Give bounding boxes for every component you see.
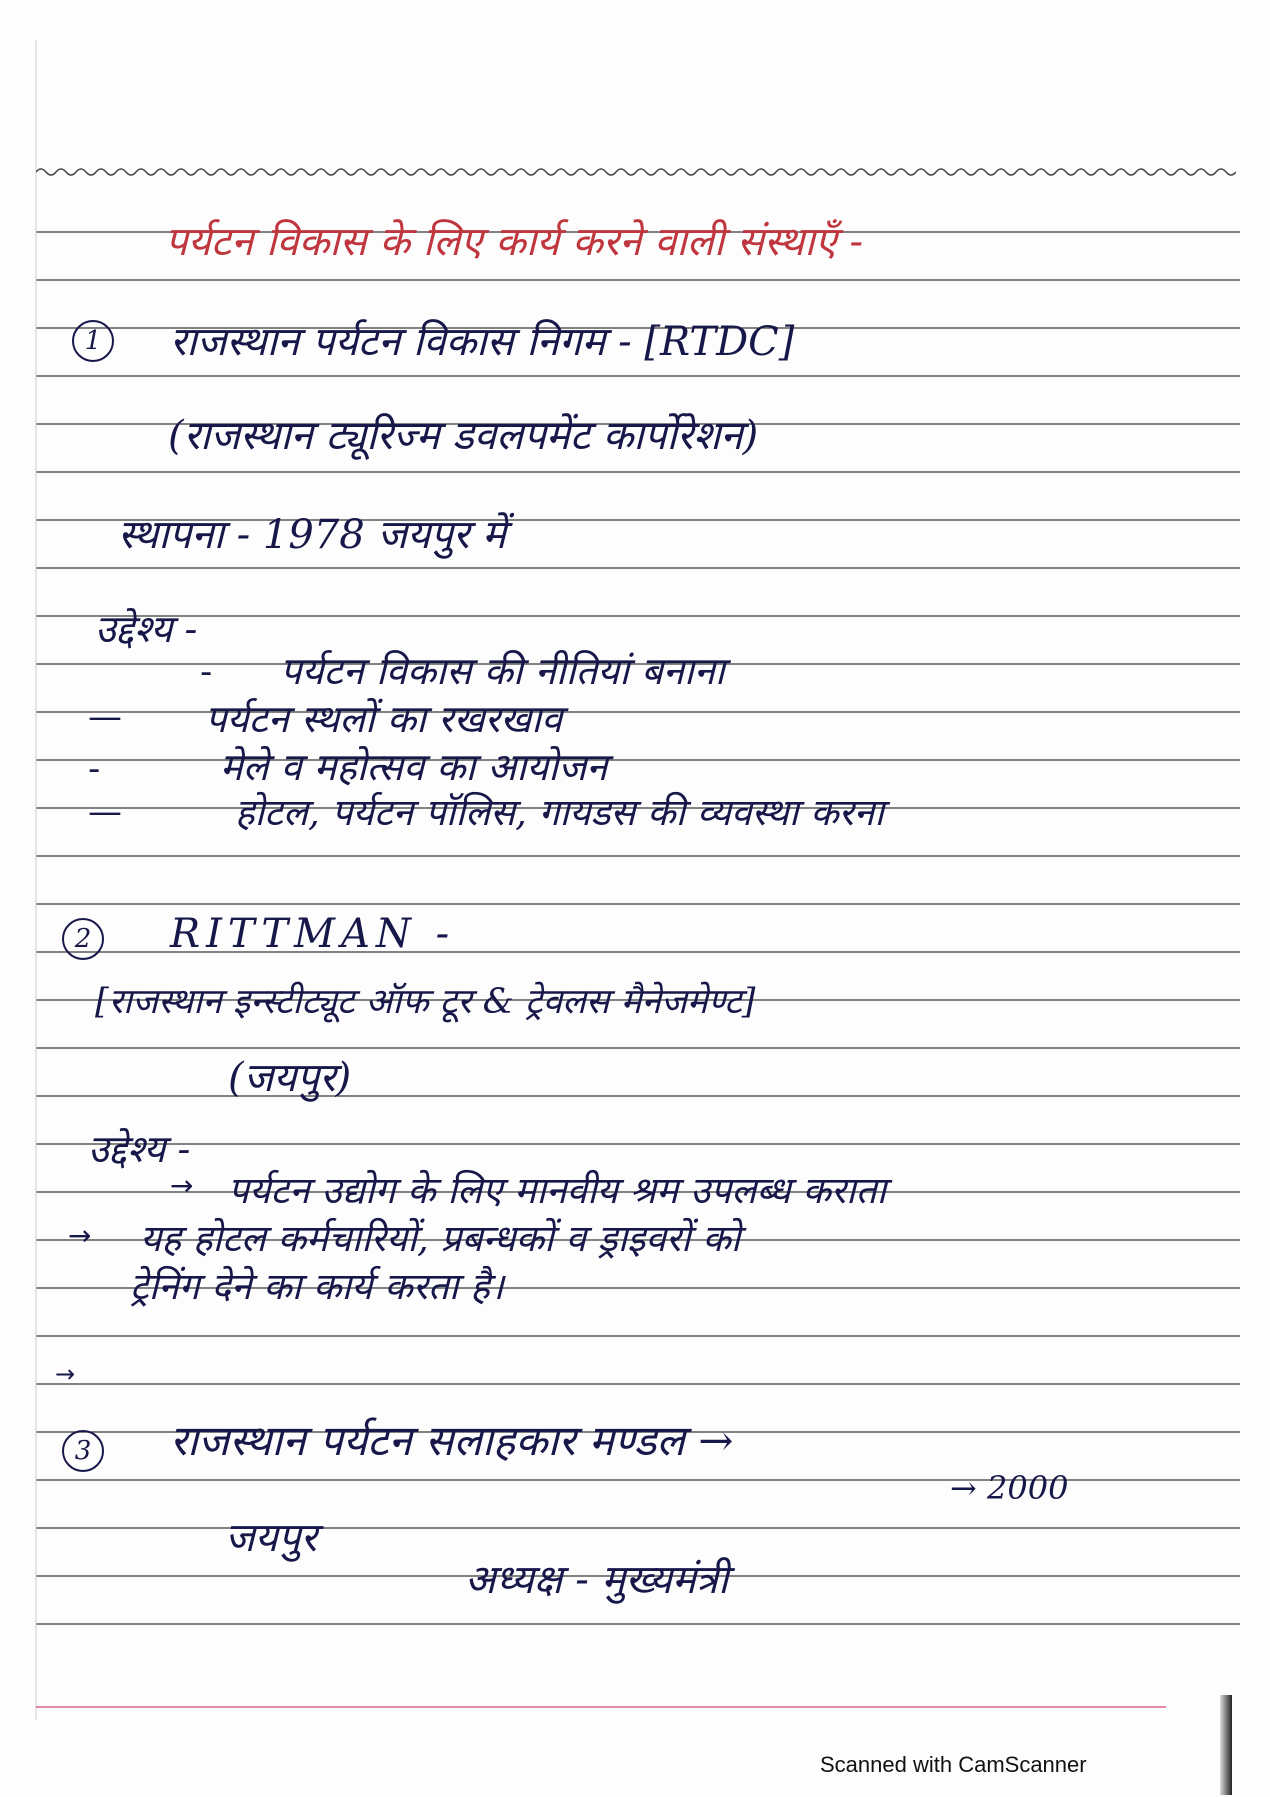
top-wavy-rule — [36, 162, 1236, 182]
bullet-dash: — — [88, 792, 122, 832]
section-2-expansion: [राजस्थान इन्स्टीट्यूट ऑफ टूर & ट्रेवलस मैनेजमेण्ट] — [95, 982, 756, 1022]
section-1-objective-3: मेले व महोत्सव का आयोजन — [220, 745, 608, 789]
scanner-watermark: Scanned with CamScanner — [820, 1752, 1087, 1777]
section-2-objective-2: यह होटल कर्मचारियों, प्रबन्धकों व ड्राइवरों को — [140, 1217, 741, 1260]
section-1-heading: राजस्थान पर्यटन विकास निगम - [RTDC] — [170, 319, 795, 365]
section-3-heading: राजस्थान पर्यटन सलाहकार मण्डल → — [170, 1416, 734, 1465]
section-1-objective-1: पर्यटन विकास की नीतियां बनाना — [280, 649, 725, 693]
section-2-number: 2 — [62, 918, 104, 960]
section-1-established: स्थापना - 1978 जयपुर में — [118, 512, 507, 558]
section-2-city: (जयपुर) — [228, 1055, 352, 1101]
bullet-dash: - — [200, 652, 213, 692]
section-1-number: 1 — [72, 320, 114, 362]
section-2-objectives-label: उद्देश्य - — [88, 1127, 191, 1171]
section-3-chair: अध्यक्ष - मुख्यमंत्री — [465, 1557, 729, 1603]
section-2-objective-1: पर्यटन उद्योग के लिए मानवीय श्रम उपलब्ध कराता — [228, 1169, 887, 1212]
page-edge-shadow — [1220, 1695, 1232, 1795]
section-1-objectives-label: उद्देश्य - — [95, 607, 198, 651]
section-3-year: → 2000 — [950, 1469, 1069, 1507]
page-title: पर्यटन विकास के लिए कार्य करने वाली संस्थाएँ - — [165, 219, 864, 265]
section-1-subheading: (राजस्थान ट्यूरिज्म डवलपमेंट कार्पोरेशन) — [168, 413, 759, 459]
section-2-heading: RITTMAN - — [170, 911, 456, 957]
section-3-number: 3 — [62, 1430, 104, 1472]
section-1-objective-4: होटल, पर्यटन पॉलिस, गायडस की व्यवस्था करना — [235, 791, 884, 834]
arrow-bullet: → — [68, 1219, 92, 1252]
section-1-objective-2: पर्यटन स्थलों का रखरखाव — [205, 697, 563, 741]
stray-arrow: → — [55, 1360, 76, 1388]
arrow-bullet: → — [170, 1169, 194, 1202]
bullet-dash: — — [88, 697, 122, 737]
section-3-city: जयपुर — [225, 1515, 317, 1561]
bottom-margin-rule — [36, 1706, 1166, 1708]
bullet-dash: - — [88, 749, 101, 789]
section-2-objective-3: ट्रेनिंग देने का कार्य करता है। — [130, 1265, 504, 1308]
